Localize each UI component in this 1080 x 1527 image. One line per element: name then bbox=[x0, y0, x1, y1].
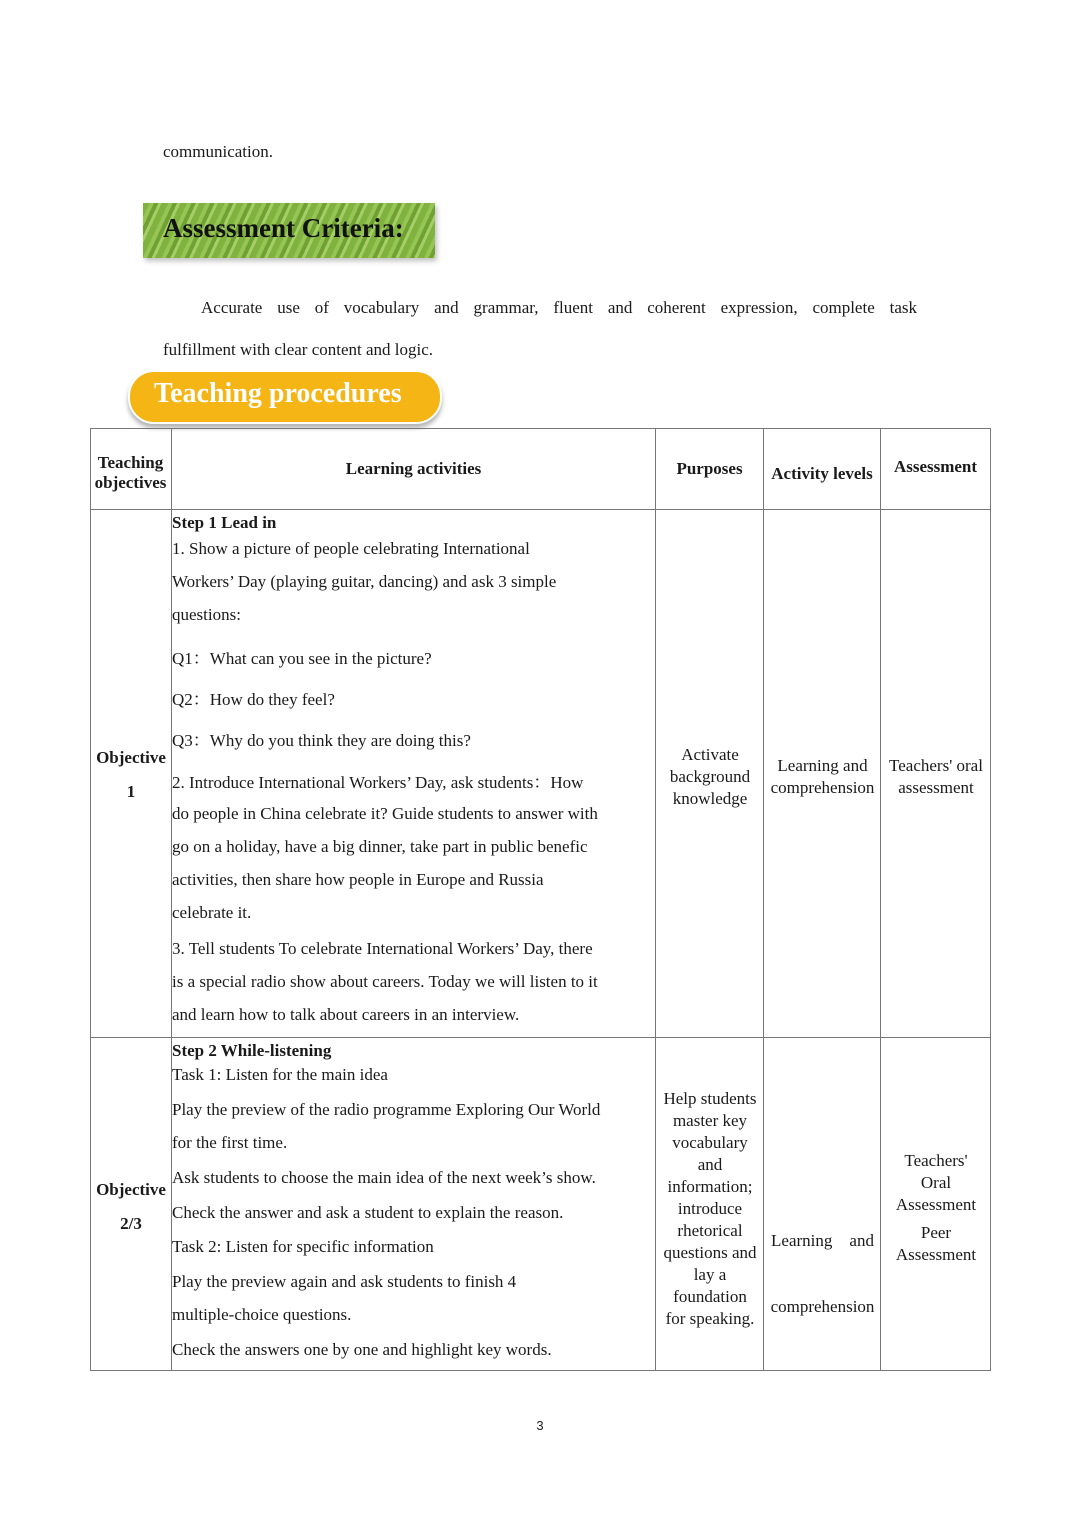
assessment-criteria-heading: Assessment Criteria: bbox=[163, 213, 404, 243]
row2-purpose-line: Help students bbox=[663, 1089, 757, 1108]
row2-purpose-line: lay a bbox=[693, 1265, 727, 1284]
row2-line: for the first time. bbox=[172, 1133, 288, 1152]
row2-line: Play the preview again and ask students to finish 4 bbox=[172, 1272, 517, 1291]
teaching-procedures-banner bbox=[128, 370, 442, 424]
row2-level-line: comprehension bbox=[770, 1297, 875, 1316]
row1-purpose-line: background bbox=[669, 767, 751, 786]
header-levels-label: Activity levels bbox=[771, 463, 873, 483]
header-assessment bbox=[881, 428, 991, 510]
row2-line: Play the preview of the radio programme Exploring Our World bbox=[172, 1100, 601, 1119]
row1-line: and learn how to talk about careers in an interview. bbox=[172, 1005, 520, 1024]
row1-line: 1. Show a picture of people celebrating International bbox=[172, 539, 530, 558]
row2-purpose-line: foundation bbox=[673, 1287, 747, 1306]
row1-purpose bbox=[656, 510, 764, 1038]
row1-assessment-line: assessment bbox=[898, 778, 974, 797]
row1-line: celebrate it. bbox=[172, 903, 252, 922]
header-objectives-line1: Teaching bbox=[97, 452, 164, 472]
row1-objective bbox=[90, 510, 172, 1038]
row2-objective bbox=[90, 1038, 172, 1371]
row1-assessment-line: Teachers' oral bbox=[889, 756, 983, 775]
row2-purpose-line: questions and bbox=[663, 1243, 757, 1262]
row1-line: Q3：Why do you think they are doing this? bbox=[172, 731, 471, 750]
row2-line: Check the answer and ask a student to explain the reason. bbox=[172, 1203, 564, 1222]
row1-line: do people in China celebrate it? Guide students to answer with bbox=[172, 804, 598, 823]
header-activities-label: Learning activities bbox=[345, 458, 482, 478]
row1-purpose-line: Activate bbox=[681, 745, 739, 764]
row2-line: Task 1: Listen for the main idea bbox=[172, 1065, 388, 1084]
row2-purpose-line: master key bbox=[672, 1111, 748, 1130]
row1-line: Q1：What can you see in the picture? bbox=[172, 649, 432, 668]
row2-assessment-line: Assessment bbox=[895, 1245, 977, 1264]
row1-step-title: Step 1 Lead in bbox=[172, 513, 277, 532]
row1-objective-line1: Objective bbox=[96, 748, 166, 767]
row2-purpose-line: introduce bbox=[677, 1199, 743, 1218]
row2-step-title: Step 2 While-listening bbox=[172, 1041, 332, 1060]
row1-line: 2. Introduce International Workers’ Day, ask students：How bbox=[172, 773, 584, 792]
row2-purpose-line: rhetorical bbox=[677, 1221, 743, 1240]
header-levels bbox=[764, 428, 881, 510]
row2-purpose-line: for speaking. bbox=[665, 1309, 755, 1328]
header-assessment-label: Assessment bbox=[893, 457, 978, 476]
row1-level bbox=[764, 510, 881, 1038]
row2-assessment bbox=[881, 1038, 991, 1371]
row1-assessment bbox=[881, 510, 991, 1038]
row2-level bbox=[764, 1038, 881, 1371]
teaching-procedures-heading: Teaching procedures bbox=[154, 378, 402, 409]
row1-line: questions: bbox=[172, 605, 241, 624]
assessment-line-1: Accurate use of vocabulary and grammar, fluent and coherent expression, complete task bbox=[201, 298, 917, 317]
row1-line: Q2：How do they feel? bbox=[172, 690, 335, 709]
assessment-criteria-paragraph bbox=[163, 287, 917, 371]
row1-activities bbox=[172, 510, 656, 1038]
row1-line: go on a holiday, have a big dinner, take part in public benefic bbox=[172, 837, 588, 856]
header-objectives-line2: objectives bbox=[94, 472, 167, 492]
header-purposes-label: Purposes bbox=[676, 458, 743, 478]
row2-assessment-line: Assessment bbox=[895, 1195, 977, 1214]
page-number: 3 bbox=[536, 1418, 544, 1433]
row2-purpose-line: and bbox=[697, 1155, 723, 1174]
row2-assessment-line: Oral bbox=[920, 1173, 952, 1192]
row2-level-line: Learning and bbox=[771, 1231, 874, 1250]
header-activities bbox=[172, 428, 656, 510]
row2-line: Task 2: Listen for specific information bbox=[172, 1237, 434, 1256]
row2-purpose bbox=[656, 1038, 764, 1371]
row2-purpose-line: vocabulary bbox=[672, 1133, 748, 1152]
row2-line: multiple-choice questions. bbox=[172, 1305, 352, 1324]
assessment-line-2: fulfillment with clear content and logic. bbox=[163, 340, 434, 359]
row2-assessment-line: Peer bbox=[920, 1223, 952, 1242]
row1-level-line: Learning and bbox=[777, 756, 868, 775]
row2-activities bbox=[172, 1038, 656, 1371]
row1-line: is a special radio show about careers. Today we will listen to it bbox=[172, 972, 598, 991]
intro-tail-text: communication. bbox=[163, 142, 274, 161]
header-purposes bbox=[656, 428, 764, 510]
assessment-criteria-banner bbox=[143, 203, 435, 258]
row1-line: Workers’ Day (playing guitar, dancing) and ask 3 simple bbox=[172, 572, 557, 591]
row2-line: Check the answers one by one and highlight key words. bbox=[172, 1340, 552, 1359]
row1-level-line: comprehension bbox=[770, 778, 875, 797]
row1-objective-line2: 1 bbox=[126, 782, 136, 801]
row1-line: 3. Tell students To celebrate International Workers’ Day, there bbox=[172, 939, 593, 958]
row2-objective-line1: Objective bbox=[96, 1180, 166, 1199]
row1-line: activities, then share how people in Europe and Russia bbox=[172, 870, 544, 889]
row2-line: Ask students to choose the main idea of the next week’s show. bbox=[172, 1168, 596, 1187]
row2-assessment-line: Teachers' bbox=[904, 1151, 968, 1170]
row1-purpose-line: knowledge bbox=[672, 789, 748, 808]
row2-purpose-line: information; bbox=[667, 1177, 753, 1196]
row2-objective-line2: 2/3 bbox=[120, 1214, 142, 1233]
header-objectives bbox=[90, 428, 172, 510]
